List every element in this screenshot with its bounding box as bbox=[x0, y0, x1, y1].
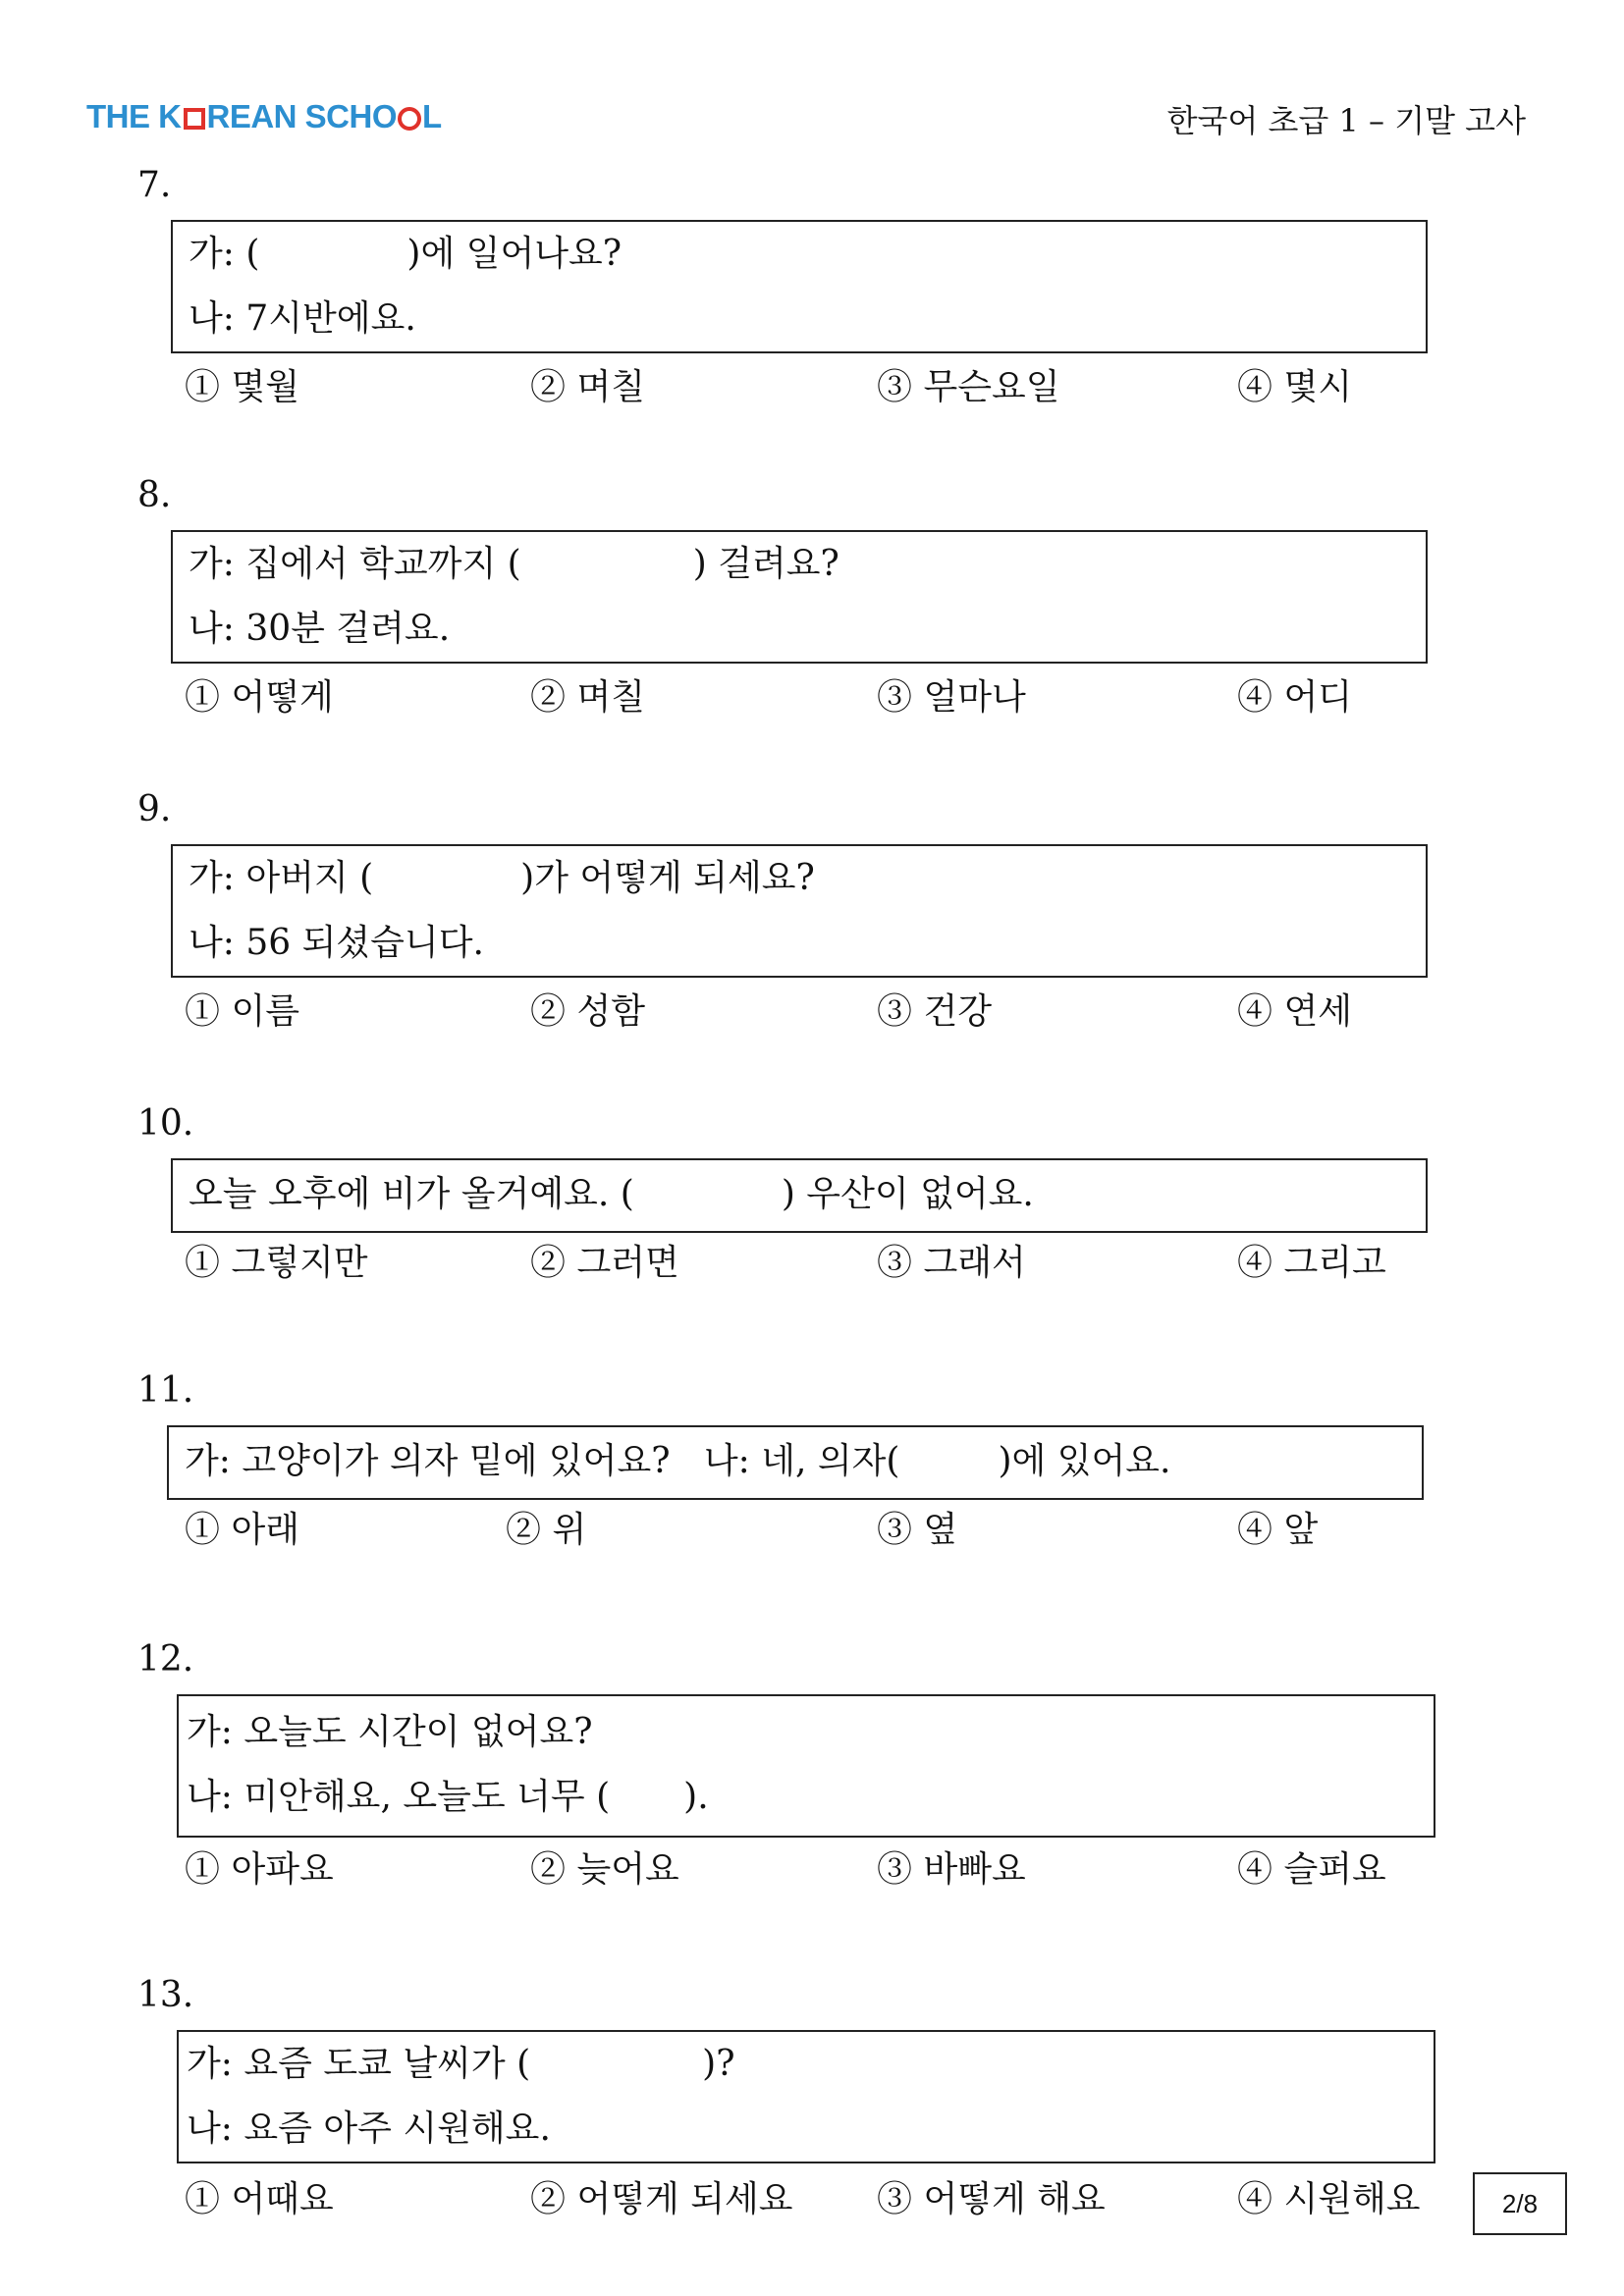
option-2[interactable]: ② 성함 bbox=[530, 991, 645, 1032]
option-2[interactable]: ② 며칠 bbox=[530, 677, 645, 718]
dialogue-line: 가: ( )에 일어나요? bbox=[189, 234, 623, 274]
option-2[interactable]: ② 늦어요 bbox=[530, 1849, 679, 1890]
option-3[interactable]: ③ 옆 bbox=[877, 1510, 958, 1550]
page-number: 2/8 bbox=[1473, 2172, 1567, 2235]
question-box bbox=[167, 1425, 1424, 1500]
option-2[interactable]: ② 위 bbox=[506, 1510, 587, 1550]
option-4[interactable]: ④ 몇시 bbox=[1237, 367, 1352, 407]
question-number: 11. bbox=[137, 1370, 194, 1411]
logo-square-icon bbox=[184, 108, 205, 130]
option-2[interactable]: ② 그러면 bbox=[530, 1243, 679, 1283]
option-2[interactable]: ② 며칠 bbox=[530, 367, 645, 407]
option-3[interactable]: ③ 어떻게 해요 bbox=[877, 2179, 1106, 2219]
option-4[interactable]: ④ 앞 bbox=[1237, 1510, 1319, 1550]
option-4[interactable]: ④ 시원해요 bbox=[1237, 2179, 1421, 2219]
question-box bbox=[177, 2030, 1435, 2163]
dialogue-line: 나: 30분 걸려요. bbox=[189, 609, 451, 649]
question-box bbox=[177, 1694, 1435, 1838]
option-3[interactable]: ③ 건강 bbox=[877, 991, 992, 1032]
dialogue-line: 가: 집에서 학교까지 ( ) 걸려요? bbox=[189, 544, 839, 584]
dialogue-line: 가: 아버지 ( )가 어떻게 되세요? bbox=[189, 858, 815, 898]
question-box bbox=[171, 1158, 1428, 1233]
logo-text-part2: REAN SCH bbox=[206, 98, 372, 134]
option-1[interactable]: ① 몇월 bbox=[185, 367, 299, 407]
option-3[interactable]: ③ 그래서 bbox=[877, 1243, 1026, 1283]
option-4[interactable]: ④ 어디 bbox=[1237, 677, 1352, 718]
dialogue-line: 나: 7시반에요. bbox=[189, 298, 416, 339]
school-logo: THE K REAN SCHO L bbox=[86, 98, 442, 134]
question-number: 9. bbox=[137, 789, 172, 829]
option-4[interactable]: ④ 슬퍼요 bbox=[1237, 1849, 1386, 1890]
option-1[interactable]: ① 어때요 bbox=[185, 2179, 334, 2219]
dialogue-line: 가: 고양이가 의자 밑에 있어요? 나: 네, 의자( )에 있어요. bbox=[185, 1441, 1171, 1481]
option-1[interactable]: ① 그렇지만 bbox=[185, 1243, 368, 1283]
question-box bbox=[171, 530, 1428, 664]
exam-title: 한국어 초급 1 – 기말 고사 bbox=[1166, 102, 1526, 139]
option-1[interactable]: ① 아파요 bbox=[185, 1849, 334, 1890]
option-3[interactable]: ③ 바빠요 bbox=[877, 1849, 1026, 1890]
option-4[interactable]: ④ 그리고 bbox=[1237, 1243, 1386, 1283]
logo-text-part3: L bbox=[422, 98, 442, 134]
dialogue-line: 나: 미안해요, 오늘도 너무 ( ). bbox=[187, 1777, 709, 1817]
option-1[interactable]: ① 어떻게 bbox=[185, 677, 334, 718]
dialogue-line: 오늘 오후에 비가 올거예요. ( ) 우산이 없어요. bbox=[189, 1174, 1034, 1214]
logo-text-part1: THE K bbox=[86, 98, 182, 134]
question-number: 10. bbox=[137, 1103, 194, 1144]
option-1[interactable]: ① 아래 bbox=[185, 1510, 299, 1550]
dialogue-line: 나: 56 되셨습니다. bbox=[189, 923, 484, 963]
question-box bbox=[171, 844, 1428, 978]
question-number: 12. bbox=[137, 1639, 194, 1680]
dialogue-line: 가: 오늘도 시간이 없어요? bbox=[187, 1712, 593, 1752]
question-box bbox=[171, 220, 1428, 353]
question-number: 8. bbox=[137, 475, 172, 515]
dialogue-line: 가: 요즘 도쿄 날씨가 ( )? bbox=[187, 2044, 735, 2084]
option-2[interactable]: ② 어떻게 되세요 bbox=[530, 2179, 793, 2219]
question-number: 13. bbox=[137, 1975, 194, 2015]
logo-ring-icon bbox=[398, 107, 421, 131]
option-4[interactable]: ④ 연세 bbox=[1237, 991, 1352, 1032]
option-1[interactable]: ① 이름 bbox=[185, 991, 299, 1032]
option-3[interactable]: ③ 무슨요일 bbox=[877, 367, 1060, 407]
question-number: 7. bbox=[137, 165, 172, 205]
option-3[interactable]: ③ 얼마나 bbox=[877, 677, 1026, 718]
dialogue-line: 나: 요즘 아주 시원해요. bbox=[187, 2109, 551, 2149]
